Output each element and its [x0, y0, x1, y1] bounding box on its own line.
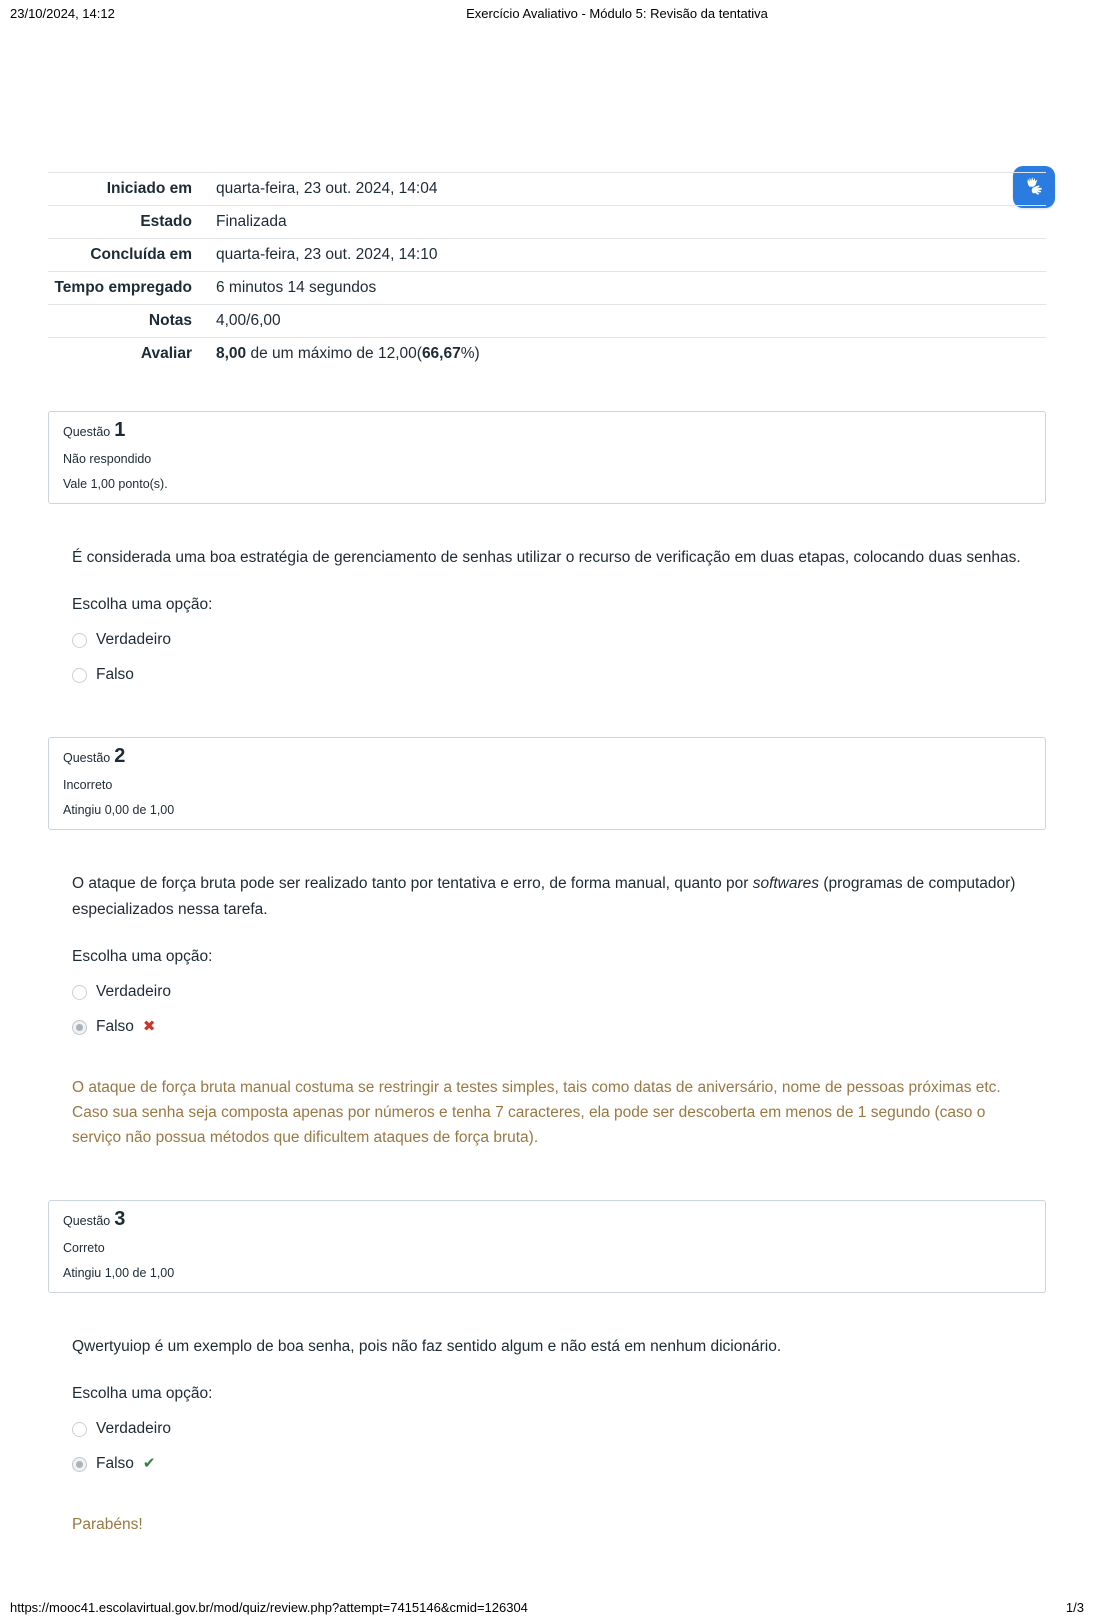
question-2 — [48, 737, 1046, 1150]
question-2-body — [48, 871, 1046, 1150]
question-text-italic: softwares — [752, 875, 820, 892]
print-footer — [10, 1600, 1084, 1615]
question-points: Atingiu 0,00 de 1,00 — [63, 803, 175, 817]
summary-label: Estado — [140, 213, 192, 230]
radio-verdadeiro[interactable] — [72, 1422, 87, 1437]
question-state: Não respondido — [63, 452, 152, 466]
option-falso-selected — [72, 1452, 1022, 1476]
question-points: Vale 1,00 ponto(s). — [63, 477, 168, 491]
question-text — [72, 871, 1022, 923]
grade-bold: 8,00 — [216, 345, 247, 362]
option-verdadeiro — [72, 1417, 1022, 1441]
question-text-post: (programas de computador) especializados nessa tarefa. — [72, 875, 1016, 918]
correct-check-icon: ✔ — [142, 1455, 156, 1472]
summary-grade-value — [208, 343, 1046, 365]
summary-row-completed — [48, 238, 1046, 271]
question-number-value: 1 — [114, 419, 126, 441]
radio-verdadeiro[interactable] — [72, 985, 87, 1000]
option-label: Falso — [96, 1455, 134, 1472]
summary-label: Notas — [148, 312, 192, 329]
summary-row-started — [48, 172, 1046, 205]
summary-row-marks — [48, 304, 1046, 337]
question-word: Questão — [63, 751, 111, 765]
question-1-body — [48, 545, 1046, 687]
option-label: Falso — [96, 666, 134, 683]
grade-text: de um máximo de 12,00( — [246, 345, 422, 362]
summary-value: 6 minutos 14 segundos — [216, 279, 377, 296]
question-3 — [48, 1200, 1046, 1537]
radio-falso[interactable] — [72, 1457, 87, 1472]
summary-label: Avaliar — [140, 345, 192, 362]
summary-label: Concluída em — [90, 246, 192, 263]
page-title: Exercício Avaliativo - Módulo 5: Revisão da tentativa — [466, 6, 768, 21]
radio-verdadeiro[interactable] — [72, 633, 87, 648]
question-3-body — [48, 1334, 1046, 1537]
footer-url: https://mooc41.escolavirtual.gov.br/mod/quiz/review.php?attempt=7415146&cmid=126304 — [10, 1600, 528, 1615]
option-verdadeiro — [72, 628, 1022, 652]
question-number — [63, 1207, 1031, 1233]
question-number-value: 2 — [114, 745, 126, 767]
question-feedback: O ataque de força bruta manual costuma se restringir a testes simples, tais como datas de aniversário, nome de pessoas próximas etc. Caso sua senha seja composta apenas por números e tenha 7 caracteres, ela pode ser descoberta em menos de 1 segundo (caso o serviço não possua métodos que dificultem ataques de força bruta). — [72, 1079, 1001, 1146]
question-number — [63, 744, 1031, 770]
summary-value: quarta-feira, 23 out. 2024, 14:10 — [216, 246, 438, 263]
grade-percent-bold: 66,67 — [421, 345, 461, 362]
question-3-info-box — [48, 1200, 1046, 1293]
answer-prompt: Escolha uma opção: — [72, 596, 213, 613]
option-label: Verdadeiro — [96, 1420, 171, 1437]
question-text: Qwertyuiop é um exemplo de boa senha, pois não faz sentido algum e não está em nenhum dicionário. — [72, 1338, 782, 1355]
option-label: Verdadeiro — [96, 631, 171, 648]
question-word: Questão — [63, 1214, 111, 1228]
question-text-pre: O ataque de força bruta pode ser realizado tanto por tentativa e erro, de forma manual, quanto por — [72, 875, 753, 892]
summary-row-grade — [48, 337, 1046, 370]
answer-prompt: Escolha uma opção: — [72, 948, 213, 965]
option-label: Verdadeiro — [96, 983, 171, 1000]
question-1 — [48, 411, 1046, 687]
incorrect-cross-icon: ✖ — [142, 1018, 156, 1035]
question-number-value: 3 — [114, 1208, 126, 1230]
question-number — [63, 418, 1031, 444]
print-date: 23/10/2024, 14:12 — [10, 6, 115, 21]
print-header — [10, 6, 1084, 24]
answer-prompt: Escolha uma opção: — [72, 1385, 213, 1402]
summary-label: Iniciado em — [106, 180, 192, 197]
summary-row-state — [48, 205, 1046, 238]
question-text: É considerada uma boa estratégia de gerenciamento de senhas utilizar o recurso de verificação em duas etapas, colocando duas senhas. — [72, 549, 1021, 566]
question-1-info-box — [48, 411, 1046, 504]
radio-falso[interactable] — [72, 1020, 87, 1035]
summary-label: Tempo empregado — [54, 279, 192, 296]
radio-falso[interactable] — [72, 668, 87, 683]
quiz-review-content — [48, 172, 1046, 1537]
summary-value: 4,00/6,00 — [216, 312, 281, 329]
option-verdadeiro — [72, 980, 1022, 1004]
question-points: Atingiu 1,00 de 1,00 — [63, 1266, 175, 1280]
question-feedback: Parabéns! — [72, 1516, 143, 1533]
attempt-summary-table — [48, 172, 1046, 370]
option-label: Falso — [96, 1018, 134, 1035]
question-state: Correto — [63, 1241, 105, 1255]
footer-page-number: 1/3 — [1065, 1600, 1084, 1615]
option-falso — [72, 663, 1022, 687]
summary-value: Finalizada — [216, 213, 287, 230]
summary-value: quarta-feira, 23 out. 2024, 14:04 — [216, 180, 438, 197]
question-2-info-box — [48, 737, 1046, 830]
summary-row-time-taken — [48, 271, 1046, 304]
option-falso-selected — [72, 1015, 1022, 1039]
grade-text-end: %) — [460, 345, 480, 362]
question-word: Questão — [63, 425, 111, 439]
question-state: Incorreto — [63, 778, 113, 792]
